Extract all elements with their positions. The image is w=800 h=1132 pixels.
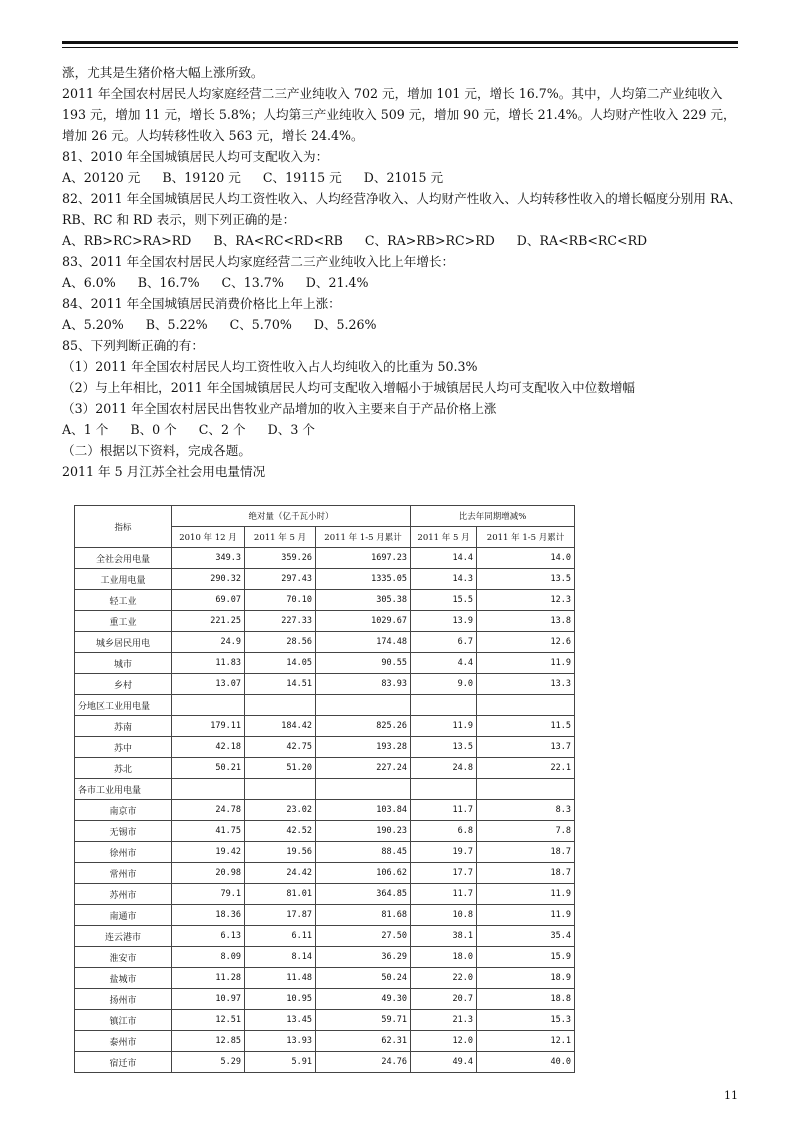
table-cell: 83.93 — [316, 674, 411, 695]
table-row — [75, 653, 575, 674]
table-cell — [172, 779, 245, 800]
table-cell: 1029.67 — [316, 611, 411, 632]
table-cell: 12.85 — [172, 1031, 245, 1052]
table-cell: 14.3 — [411, 569, 477, 590]
table-cell: 6.11 — [245, 926, 316, 947]
subheader: 2011 年 1-5 月累计 — [316, 527, 411, 548]
table-cell: 79.1 — [172, 884, 245, 905]
table-row — [75, 989, 575, 1010]
option: A、6.0% — [62, 275, 116, 290]
table-cell: 13.5 — [477, 569, 575, 590]
table-cell: 17.87 — [245, 905, 316, 926]
table-cell: 359.26 — [245, 548, 316, 569]
option: C、RA>RB>RC>RD — [364, 233, 495, 248]
table-cell: 90.55 — [316, 653, 411, 674]
option: B、19120 元 — [162, 170, 241, 185]
table-cell: 364.85 — [316, 884, 411, 905]
table-cell: 21.3 — [411, 1010, 477, 1031]
subheader: 2011 年 1-5 月累计 — [477, 527, 575, 548]
subheader: 2010 年 12 月 — [172, 527, 245, 548]
paragraph: 涨，尤其是生猪价格大幅上涨所致。 — [62, 65, 264, 80]
question-81-options — [62, 167, 742, 188]
table-cell: 49.4 — [411, 1052, 477, 1073]
table-title: 2011 年 5 月江苏全社会用电量情况 — [62, 464, 266, 479]
row-label: 徐州市 — [75, 842, 172, 863]
table-cell: 14.4 — [411, 548, 477, 569]
table-cell: 17.7 — [411, 863, 477, 884]
table-cell: 62.31 — [316, 1031, 411, 1052]
row-label: 泰州市 — [75, 1031, 172, 1052]
option: D、RA<RB<RC<RD — [516, 233, 648, 248]
table-row — [75, 716, 575, 737]
row-label: 常州市 — [75, 863, 172, 884]
table-cell: 11.9 — [477, 884, 575, 905]
table-cell: 22.1 — [477, 758, 575, 779]
table-cell: 15.3 — [477, 1010, 575, 1031]
table-cell: 27.50 — [316, 926, 411, 947]
table-cell: 59.71 — [316, 1010, 411, 1031]
row-label: 全社会用电量 — [75, 548, 172, 569]
table-cell: 13.5 — [411, 737, 477, 758]
table-cell: 18.8 — [477, 989, 575, 1010]
question-82-stem: 82、2011 年全国城镇居民人均工资性收入、人均经营净收入、人均财产性收入、人均转移性收入的增长幅度分别用 RA、RB、RC 和 RD 表示，则下列正确的是： — [62, 191, 742, 227]
table-cell: 184.42 — [245, 716, 316, 737]
table-cell: 42.75 — [245, 737, 316, 758]
table-row — [75, 632, 575, 653]
table-cell — [411, 695, 477, 716]
table-row — [75, 884, 575, 905]
table-cell: 81.68 — [316, 905, 411, 926]
row-label: 工业用电量 — [75, 569, 172, 590]
table-cell: 11.48 — [245, 968, 316, 989]
question-83-stem: 83、2011 年全国农村居民人均家庭经营二三产业纯收入比上年增长： — [62, 254, 455, 269]
table-cell: 42.52 — [245, 821, 316, 842]
table-cell: 20.7 — [411, 989, 477, 1010]
table-cell: 13.93 — [245, 1031, 316, 1052]
header-rule-thin — [62, 47, 738, 48]
subheader: 2011 年 5 月 — [245, 527, 316, 548]
table-cell: 6.7 — [411, 632, 477, 653]
table-cell: 19.42 — [172, 842, 245, 863]
table-cell: 227.24 — [316, 758, 411, 779]
table-cell: 70.10 — [245, 590, 316, 611]
table-cell: 36.29 — [316, 947, 411, 968]
section-label: 各市工业用电量 — [75, 779, 172, 800]
header-absolute: 绝对量（亿千瓦小时） — [172, 506, 411, 527]
table-cell: 13.45 — [245, 1010, 316, 1031]
table-cell: 825.26 — [316, 716, 411, 737]
table-cell: 106.62 — [316, 863, 411, 884]
table-cell: 174.48 — [316, 632, 411, 653]
question-83-options — [62, 272, 742, 293]
option: A、5.20% — [62, 317, 124, 332]
table-row — [75, 947, 575, 968]
table-cell: 8.09 — [172, 947, 245, 968]
table-row — [75, 968, 575, 989]
row-label: 苏州市 — [75, 884, 172, 905]
option: D、21.4% — [305, 275, 369, 290]
option: B、0 个 — [130, 422, 177, 437]
statement: （3）2011 年全国农村居民出售牧业产品增加的收入主要来自于产品价格上涨 — [62, 401, 497, 416]
table-cell: 19.7 — [411, 842, 477, 863]
table-cell: 69.07 — [172, 590, 245, 611]
option: D、21015 元 — [363, 170, 444, 185]
table-cell: 49.30 — [316, 989, 411, 1010]
table-cell: 24.78 — [172, 800, 245, 821]
table-row — [75, 1031, 575, 1052]
table-cell: 12.51 — [172, 1010, 245, 1031]
row-label: 无锡市 — [75, 821, 172, 842]
table-cell: 14.51 — [245, 674, 316, 695]
header-rule-thick — [62, 41, 738, 44]
table-cell: 11.28 — [172, 968, 245, 989]
question-81-stem: 81、2010 年全国城镇居民人均可支配收入为： — [62, 149, 329, 164]
question-85-options — [62, 419, 742, 440]
table-cell: 13.8 — [477, 611, 575, 632]
table-cell: 1697.23 — [316, 548, 411, 569]
table-cell: 11.9 — [477, 653, 575, 674]
section-heading: （二）根据以下资料，完成各题。 — [62, 443, 251, 458]
row-label: 镇江市 — [75, 1010, 172, 1031]
row-label: 苏中 — [75, 737, 172, 758]
table-cell: 24.8 — [411, 758, 477, 779]
statement: （1）2011 年全国农村居民人均工资性收入占人均纯收入的比重为 50.3% — [62, 359, 478, 374]
option: A、1 个 — [62, 422, 109, 437]
table-cell: 28.56 — [245, 632, 316, 653]
table-row — [75, 842, 575, 863]
row-label: 淮安市 — [75, 947, 172, 968]
question-82-options — [62, 230, 742, 251]
table-cell: 18.0 — [411, 947, 477, 968]
row-label: 城市 — [75, 653, 172, 674]
table-cell: 11.9 — [477, 905, 575, 926]
table-cell: 35.4 — [477, 926, 575, 947]
table-cell — [172, 695, 245, 716]
question-85-stem: 85、下列判断正确的有： — [62, 338, 204, 353]
document-body — [62, 62, 742, 482]
table-cell: 24.9 — [172, 632, 245, 653]
row-label: 连云港市 — [75, 926, 172, 947]
header-growth: 比去年同期增减% — [411, 506, 575, 527]
table-row — [75, 821, 575, 842]
table-cell: 14.0 — [477, 548, 575, 569]
table-cell: 15.5 — [411, 590, 477, 611]
table-cell: 12.0 — [411, 1031, 477, 1052]
table-cell: 88.45 — [316, 842, 411, 863]
option: C、13.7% — [221, 275, 284, 290]
table-cell: 18.9 — [477, 968, 575, 989]
table-cell: 12.1 — [477, 1031, 575, 1052]
table-cell: 13.07 — [172, 674, 245, 695]
table-cell: 193.28 — [316, 737, 411, 758]
table-cell: 10.95 — [245, 989, 316, 1010]
option: D、5.26% — [313, 317, 377, 332]
table-row — [75, 905, 575, 926]
row-label: 盐城市 — [75, 968, 172, 989]
section-label: 分地区工业用电量 — [75, 695, 172, 716]
table-row — [75, 548, 575, 569]
table-row — [75, 1052, 575, 1073]
table-cell: 23.02 — [245, 800, 316, 821]
row-label: 苏北 — [75, 758, 172, 779]
row-label: 轻工业 — [75, 590, 172, 611]
table-cell: 81.01 — [245, 884, 316, 905]
electricity-table — [74, 505, 575, 1073]
table-cell: 20.98 — [172, 863, 245, 884]
table-cell: 24.76 — [316, 1052, 411, 1073]
table-cell: 221.25 — [172, 611, 245, 632]
table-cell: 11.5 — [477, 716, 575, 737]
table-cell: 4.4 — [411, 653, 477, 674]
table-cell: 290.32 — [172, 569, 245, 590]
table-cell: 11.7 — [411, 800, 477, 821]
table-cell: 305.38 — [316, 590, 411, 611]
row-label: 扬州市 — [75, 989, 172, 1010]
row-label: 苏南 — [75, 716, 172, 737]
table-cell: 24.42 — [245, 863, 316, 884]
option: A、20120 元 — [62, 170, 141, 185]
row-label: 南通市 — [75, 905, 172, 926]
table-cell: 42.18 — [172, 737, 245, 758]
row-label: 宿迁市 — [75, 1052, 172, 1073]
option: B、16.7% — [137, 275, 200, 290]
page-number: 11 — [724, 1089, 738, 1102]
option: C、2 个 — [198, 422, 246, 437]
table-cell: 15.9 — [477, 947, 575, 968]
table-cell: 6.13 — [172, 926, 245, 947]
table-cell: 19.56 — [245, 842, 316, 863]
header-indicator: 指标 — [75, 506, 172, 548]
table-body — [75, 548, 575, 1073]
table-cell: 349.3 — [172, 548, 245, 569]
table-cell — [316, 779, 411, 800]
table-cell: 190.23 — [316, 821, 411, 842]
table-cell: 5.91 — [245, 1052, 316, 1073]
table-cell: 179.11 — [172, 716, 245, 737]
subheader: 2011 年 5 月 — [411, 527, 477, 548]
option: C、19115 元 — [262, 170, 342, 185]
table-cell: 1335.05 — [316, 569, 411, 590]
table-cell — [245, 779, 316, 800]
table-cell: 18.7 — [477, 863, 575, 884]
table-row — [75, 926, 575, 947]
table-cell: 11.9 — [411, 716, 477, 737]
table-row — [75, 611, 575, 632]
table-row — [75, 695, 575, 716]
table-cell: 5.29 — [172, 1052, 245, 1073]
statement: （2）与上年相比，2011 年全国城镇居民人均可支配收入增幅小于城镇居民人均可支配收入中位数增幅 — [62, 380, 636, 395]
question-84-stem: 84、2011 年全国城镇居民消费价格比上年上涨： — [62, 296, 341, 311]
table-cell: 13.3 — [477, 674, 575, 695]
table-row — [75, 569, 575, 590]
table-cell — [411, 779, 477, 800]
paragraph: 2011 年全国农村居民人均家庭经营二三产业纯收入 702 元，增加 101 元，增长 16.7%。其中，人均第二产业纯收入 193 元，增加 11 元，增长 5.8%；人均第三产业纯收入 509 元，增加 90 元，增长 21.4%。人均财产性收入 229 元，增加 26 元。人均转移性收入 563 元，增长 24.4%。 — [62, 86, 736, 143]
table-cell: 6.8 — [411, 821, 477, 842]
option: B、RA<RC<RD<RB — [213, 233, 343, 248]
table-cell: 9.0 — [411, 674, 477, 695]
table-cell: 8.3 — [477, 800, 575, 821]
option: B、5.22% — [145, 317, 208, 332]
table-cell: 14.05 — [245, 653, 316, 674]
row-label: 乡村 — [75, 674, 172, 695]
table-cell: 10.8 — [411, 905, 477, 926]
table-cell: 38.1 — [411, 926, 477, 947]
table-cell — [477, 695, 575, 716]
table-cell: 50.24 — [316, 968, 411, 989]
table-cell: 8.14 — [245, 947, 316, 968]
table-row — [75, 674, 575, 695]
electricity-table-wrapper — [74, 505, 575, 1073]
table-row — [75, 863, 575, 884]
table-cell: 13.7 — [477, 737, 575, 758]
option: A、RB>RC>RA>RD — [62, 233, 192, 248]
table-cell: 18.7 — [477, 842, 575, 863]
row-label: 南京市 — [75, 800, 172, 821]
table-cell: 40.0 — [477, 1052, 575, 1073]
table-cell: 11.83 — [172, 653, 245, 674]
table-cell — [477, 779, 575, 800]
table-cell: 18.36 — [172, 905, 245, 926]
table-cell: 22.0 — [411, 968, 477, 989]
row-label: 重工业 — [75, 611, 172, 632]
table-cell: 41.75 — [172, 821, 245, 842]
table-cell: 12.3 — [477, 590, 575, 611]
table-cell: 11.7 — [411, 884, 477, 905]
row-label: 城乡居民用电 — [75, 632, 172, 653]
table-cell: 297.43 — [245, 569, 316, 590]
table-cell: 10.97 — [172, 989, 245, 1010]
table-cell: 13.9 — [411, 611, 477, 632]
table-row — [75, 590, 575, 611]
question-84-options — [62, 314, 742, 335]
option: C、5.70% — [229, 317, 292, 332]
table-cell — [316, 695, 411, 716]
table-cell: 12.6 — [477, 632, 575, 653]
table-cell: 51.20 — [245, 758, 316, 779]
table-row — [75, 779, 575, 800]
table-cell — [245, 695, 316, 716]
table-row — [75, 737, 575, 758]
table-cell: 227.33 — [245, 611, 316, 632]
table-cell: 50.21 — [172, 758, 245, 779]
table-cell: 103.84 — [316, 800, 411, 821]
table-cell: 7.8 — [477, 821, 575, 842]
option: D、3 个 — [267, 422, 315, 437]
table-row — [75, 1010, 575, 1031]
table-row — [75, 800, 575, 821]
table-row — [75, 758, 575, 779]
